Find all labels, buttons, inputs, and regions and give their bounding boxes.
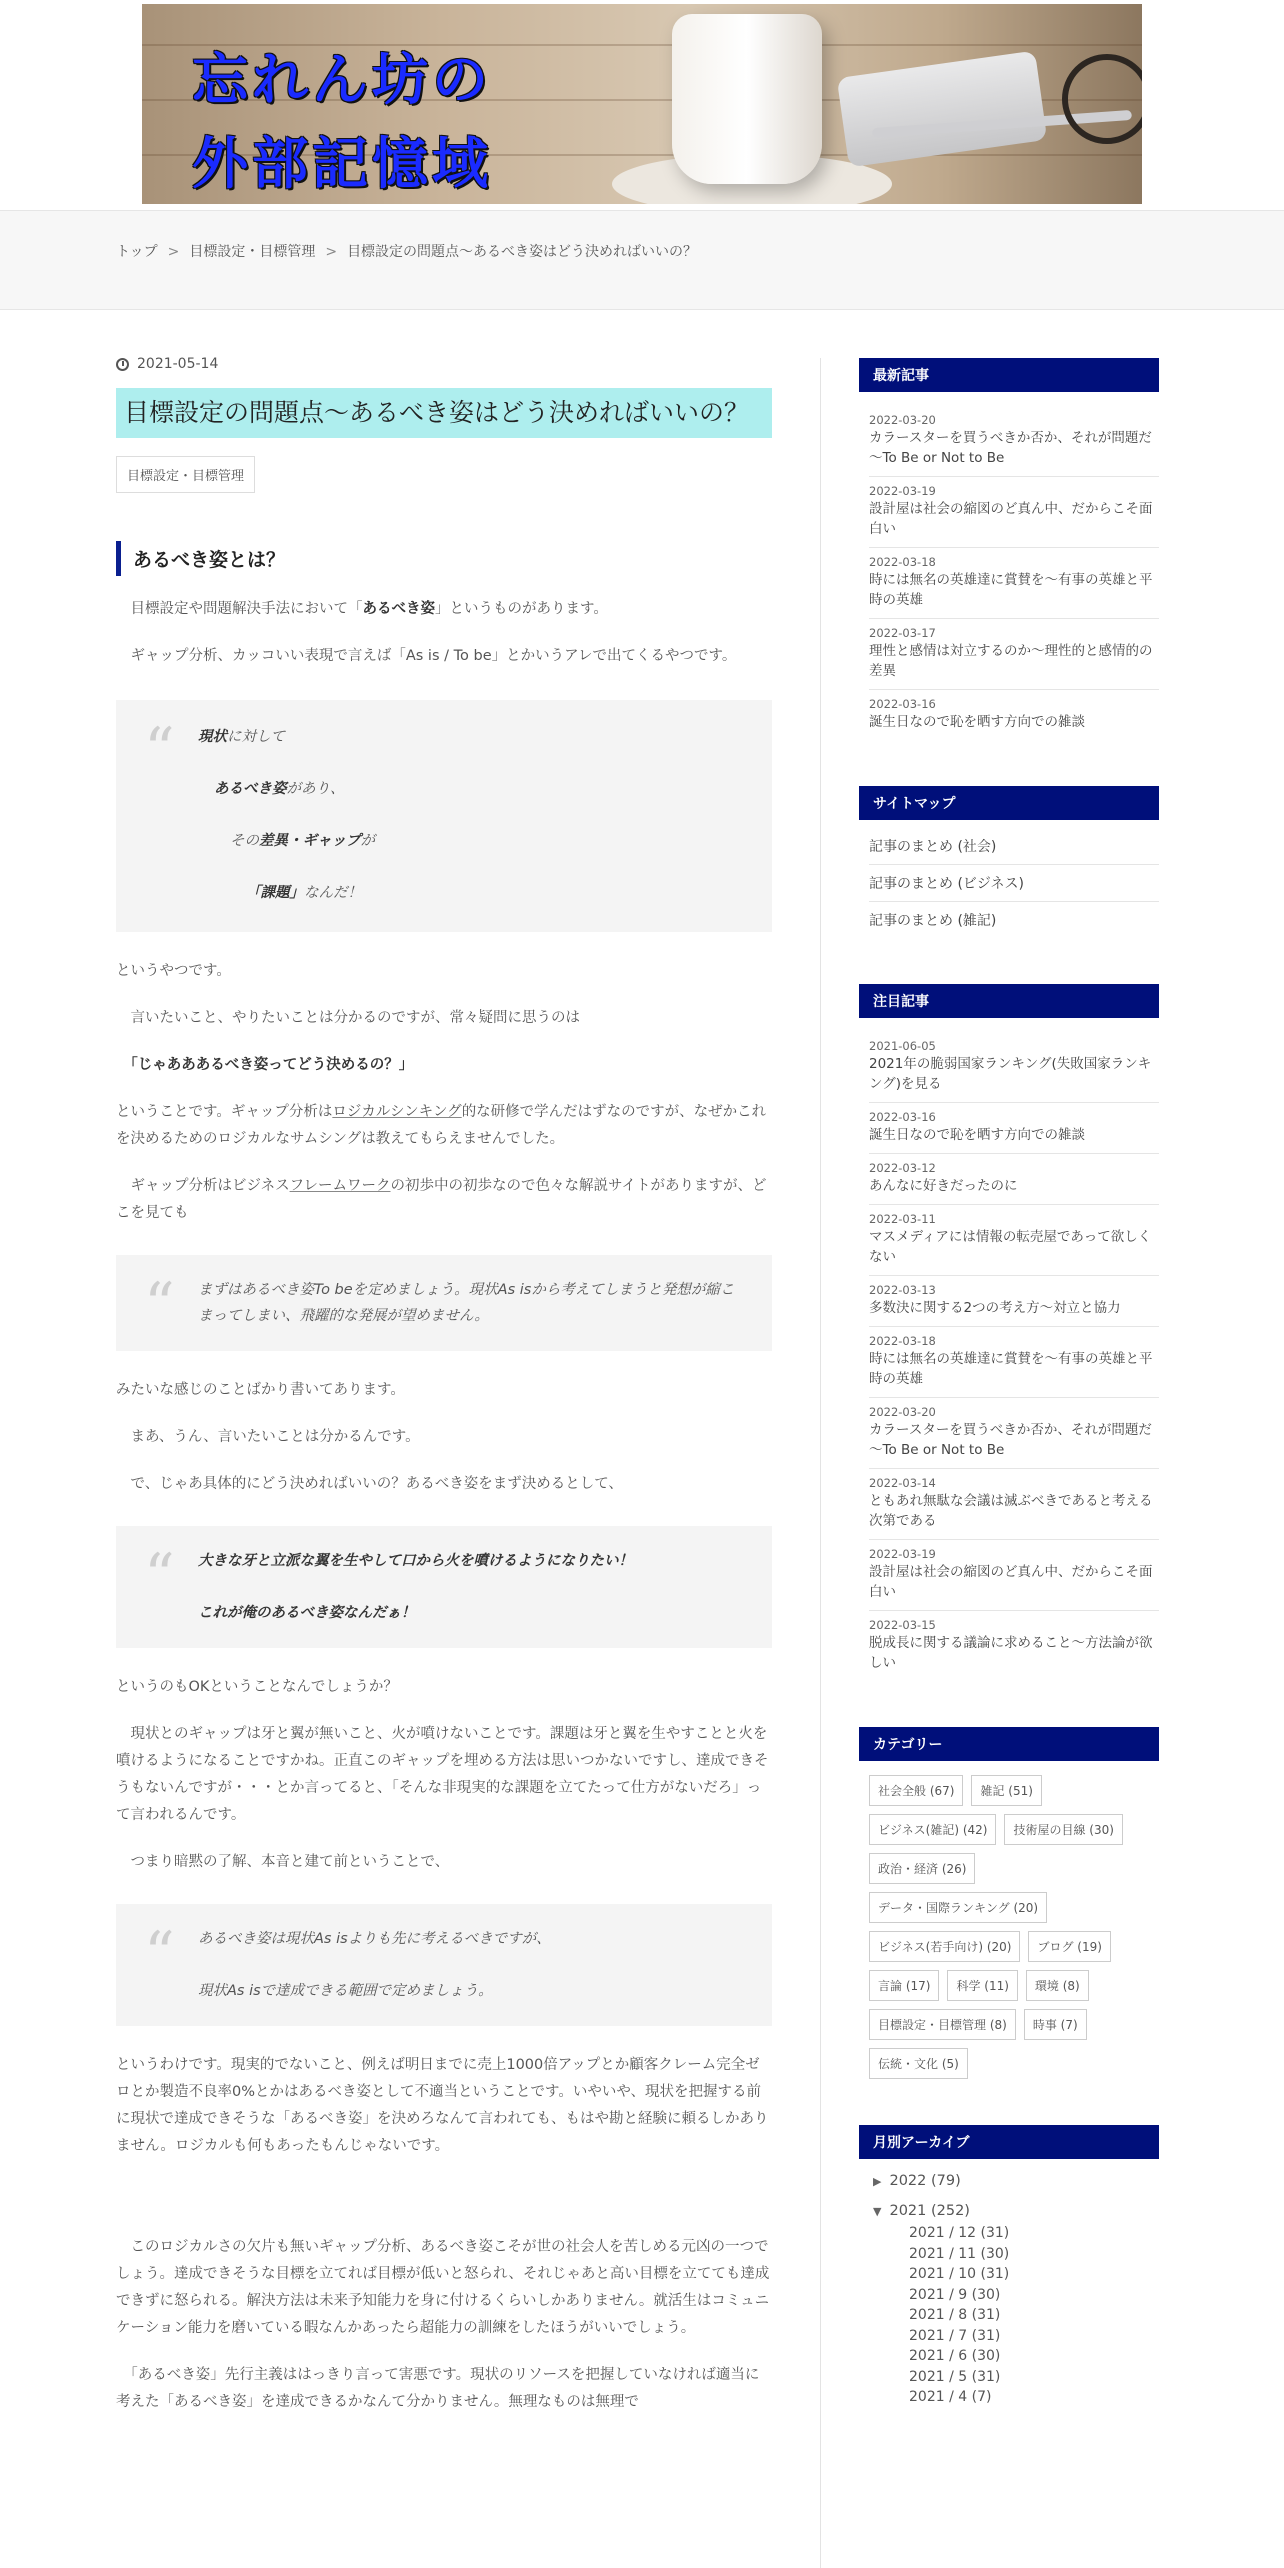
archive-month-link[interactable]: 2021 / 8 (31): [909, 2307, 1001, 2323]
post-list-item[interactable]: [869, 1327, 1159, 1398]
paragraph: 言いたいこと、やりたいことは分かるのですが、常々疑問に思うのは: [130, 1010, 580, 1026]
archive-year-2021[interactable]: ▼ 2021 (252): [873, 2203, 970, 2219]
quote-mark-icon: “: [144, 715, 175, 785]
post-title-link[interactable]: 多数決に関する2つの考え方～対立と協力: [869, 1300, 1121, 1316]
paragraph: というやつです。: [116, 963, 231, 979]
post-date: 2022-03-18: [869, 1334, 936, 1348]
logo-line-1: 忘れん坊の: [192, 47, 492, 113]
paragraph: 「あるべき姿」先行主義ははっきり言って害悪です。現状のリソースを把握していなければ適当に考えた「あるべき姿」を達成できるかなんて分かりません。無理なものは無理で: [116, 2367, 760, 2410]
widget-title: カテゴリー: [859, 1727, 1159, 1761]
post-date: 2022-03-20: [869, 413, 936, 427]
paragraph: ギャップ分析はビジネスフレームワークの初歩中の初歩なので色々な解説サイトがありますが、どこを見ても: [116, 1178, 767, 1221]
archive-list: [859, 2159, 1169, 2408]
post-date: 2022-03-13: [869, 1283, 936, 1297]
blockquote: “ 現状に対して あるべき姿があり、 その差異・ギャップが 「課題」なんだ！: [116, 700, 772, 932]
recent-posts-widget: [859, 358, 1169, 740]
article-date-text: 2021-05-14: [137, 356, 219, 372]
blockquote: “ あるべき姿は現状As isよりも先に考えるべきですが、 現状As isで達成できる範囲で定めましょう。: [116, 1904, 772, 2026]
widget-title: 最新記事: [859, 358, 1159, 392]
article-title: 目標設定の問題点～あるべき姿はどう決めればいいの？: [116, 388, 772, 438]
post-date: 2022-03-16: [869, 697, 936, 711]
archive-month-link[interactable]: 2021 / 5 (31): [909, 2368, 1001, 2385]
coffee-cup-decoration: [672, 14, 822, 184]
post-date: 2022-03-19: [869, 484, 936, 498]
quote-mark-icon: “: [144, 1919, 175, 1989]
archive-widget: [859, 2125, 1169, 2408]
category-tag[interactable]: データ・国際ランキング (20): [869, 1892, 1047, 1923]
article-date: [116, 356, 772, 372]
post-list-item[interactable]: [869, 1154, 1159, 1205]
paragraph: まあ、うん、言いたいことは分かるんです。: [130, 1429, 420, 1445]
category-tag[interactable]: 社会全般 (67): [869, 1775, 963, 1806]
section-heading: あるべき姿とは？: [116, 541, 772, 576]
post-date: 2022-03-16: [869, 1110, 936, 1124]
post-list-item[interactable]: [869, 1276, 1159, 1327]
archive-month-link[interactable]: 2021 / 7 (31): [909, 2327, 1001, 2344]
archive-month-link[interactable]: 2021 / 12 (31): [909, 2225, 1010, 2241]
sitemap-widget: [859, 786, 1169, 938]
post-title-link[interactable]: マスメディアには情報の転売屋であって欲しくない: [869, 1229, 1152, 1265]
breadcrumb-bar: [0, 210, 1284, 310]
site-header: [0, 0, 1284, 208]
post-title-link[interactable]: ともあれ無駄な会議は滅ぶべきであると考える次第である: [869, 1493, 1153, 1529]
paragraph: みたいな感じのことばかり書いてあります。: [116, 1382, 405, 1398]
triangle-down-icon: ▼: [873, 2204, 882, 2218]
popular-posts-widget: [859, 984, 1169, 1681]
post-date: 2022-03-15: [869, 1618, 936, 1632]
post-list-item[interactable]: [869, 1032, 1159, 1103]
triangle-right-icon: ▶: [873, 2174, 882, 2188]
post-title-link[interactable]: 理性と感情は対立するのか～理性的と感情的の差異: [869, 643, 1153, 679]
paragraph: 現状とのギャップは牙と翼が無いこと、火が噴けないことです。課題は牙と翼を生やすことと火を噴けるようになることですかね。正直このギャップを埋める方法は思いつかないですし、達成できそうもないんですが・・・とか言ってると、「そんな非現実的な課題を立てたって仕方がないだろ」って言われるんです。: [116, 1726, 769, 1823]
archive-year-2022[interactable]: ▶ 2022 (79): [873, 2173, 961, 2189]
header-banner[interactable]: [142, 4, 1142, 204]
post-date: 2022-03-20: [869, 1405, 936, 1419]
post-list-item[interactable]: [869, 690, 1159, 740]
glasses-decoration: [1062, 54, 1142, 144]
post-title-link[interactable]: 時には無名の英雄達に賞賛を～有事の英雄と平時の英雄: [869, 572, 1153, 608]
category-tag[interactable]: 目標設定・目標管理 (8): [869, 2009, 1016, 2040]
breadcrumb-current: 目標設定の問題点～あるべき姿はどう決めればいいの？: [347, 244, 698, 260]
keyword-link[interactable]: フレームワーク: [289, 1178, 391, 1194]
post-title-link[interactable]: カラースターを買うべきか否か、それが問題だ～To Be or Not to Be: [869, 430, 1152, 466]
post-date: 2022-03-14: [869, 1476, 936, 1490]
quote-mark-icon: “: [144, 1270, 175, 1340]
post-title-link[interactable]: 誕生日なので恥を晒す方向での雑談: [869, 1127, 1085, 1143]
breadcrumb-separator: >: [167, 244, 180, 260]
post-list-item[interactable]: [869, 1540, 1159, 1611]
paragraph: 「じゃあああるべき姿ってどう決めるの？」: [130, 1057, 414, 1073]
paragraph: 目標設定や問題解決手法において「あるべき姿」というものがあります。: [130, 601, 608, 617]
post-list-item[interactable]: [869, 1611, 1159, 1681]
archive-month-link[interactable]: 2021 / 10 (31): [909, 2266, 1010, 2282]
post-list-item[interactable]: [869, 1469, 1159, 1540]
post-date: 2022-03-12: [869, 1161, 936, 1175]
post-title-link[interactable]: 設計屋は社会の縮図のど真ん中、だからこそ面白い: [869, 1564, 1153, 1600]
breadcrumb: [116, 241, 697, 261]
logo-line-2: 外部記憶域: [192, 131, 492, 197]
column-divider: [820, 358, 821, 2568]
category-tag[interactable]: ビジネス(雑記) (42): [869, 1814, 996, 1845]
widget-title: サイトマップ: [859, 786, 1159, 820]
post-list-item[interactable]: [869, 1398, 1159, 1469]
widget-title: 月別アーカイブ: [859, 2125, 1159, 2159]
post-date: 2022-03-17: [869, 626, 936, 640]
category-tag[interactable]: 伝統・文化 (5): [869, 2048, 968, 2079]
category-tag-list: [859, 1761, 1169, 2079]
blockquote: “ 大きな牙と立派な翼を生やして口から火を噴けるようになりたい！ これが俺のあるべき姿なんだぁ！: [116, 1526, 772, 1648]
post-list-item[interactable]: [869, 548, 1159, 619]
archive-month-list: [873, 2223, 1155, 2408]
post-title-link[interactable]: 誕生日なので恥を晒す方向での雑談: [869, 714, 1085, 730]
breadcrumb-home[interactable]: トップ: [116, 244, 158, 260]
post-list-item[interactable]: [869, 406, 1159, 477]
paragraph: ということです。ギャップ分析はロジカルシンキング的な研修で学んだはずなのですが、なぜかこれを決めるためのロジカルなサムシングは教えてもらえませんでした。: [116, 1104, 767, 1147]
category-tag[interactable]: 政治・経済 (26): [869, 1853, 975, 1884]
post-date: 2022-03-19: [869, 1547, 936, 1561]
category-tag[interactable]: 時事 (7): [1024, 2009, 1087, 2040]
post-date: 2022-03-18: [869, 555, 936, 569]
paragraph: つまり暗黙の了解、本音と建て前ということで、: [130, 1854, 450, 1870]
post-title-link[interactable]: 脱成長に関する議論に求めること～方法論が欲しい: [869, 1635, 1153, 1671]
post-list-item[interactable]: [869, 619, 1159, 690]
post-date: 2022-03-11: [869, 1212, 936, 1226]
blockquote: “ まずはあるべき姿To beを定めましょう。現状As isから考えてしまうと発想が縮こまってしまい、飛躍的な発展が望めません。: [116, 1255, 772, 1351]
category-widget: [859, 1727, 1169, 2079]
paragraph: ギャップ分析、カッコいい表現で言えば「As is / To be」とかいうアレで出てくるやつです。: [130, 648, 737, 664]
quote-mark-icon: “: [144, 1541, 175, 1611]
sitemap-link-society[interactable]: 記事のまとめ (社会): [869, 828, 1159, 865]
category-tag[interactable]: 科学 (11): [947, 1970, 1017, 2001]
archive-month-link[interactable]: 2021 / 9 (30): [909, 2286, 1001, 2303]
breadcrumb-separator: >: [325, 244, 338, 260]
site-logo[interactable]: [192, 38, 492, 204]
popular-posts-list: [859, 1032, 1169, 1681]
archive-month-link[interactable]: 2021 / 4 (7): [909, 2389, 992, 2405]
paragraph: このロジカルさの欠片も無いギャップ分析、あるべき姿こそが世の社会人を苦しめる元凶の一つでしょう。達成できそうな目標を立てれば目標が低いと怒られ、それじゃあと高い目標を立てても達成できずに怒られる。解決方法は未来予知能力を身に付けるくらいしかありません。就活生はコミュニケーション能力を磨いている暇なんかあったら超能力の訓練をしたほうがいいでしょう。: [116, 2239, 770, 2336]
post-title-link[interactable]: 2021年の脆弱国家ランキング(失敗国家ランキング)を見る: [869, 1056, 1152, 1092]
paragraph: というわけです。現実的でないこと、例えば明日までに売上1000倍アップとか顧客クレーム完全ゼロとか製造不良率0%とかはあるべき姿として不適当ということです。いやいや、現状を把握する前に現状で達成できそうな「あるべき姿」を決めろなんて言われても、もはや勘と経験に頼るしかありません。ロジカルも何もあったもんじゃないです。: [116, 2057, 769, 2154]
sitemap-link-misc[interactable]: 記事のまとめ (雑記): [869, 913, 997, 929]
post-list-item[interactable]: [869, 477, 1159, 548]
archive-month-link[interactable]: 2021 / 11 (30): [909, 2245, 1010, 2262]
post-title-link[interactable]: カラースターを買うべきか否か、それが問題だ～To Be or Not to Be: [869, 1422, 1152, 1458]
sitemap-list: [859, 828, 1169, 938]
post-title-link[interactable]: 設計屋は社会の縮図のど真ん中、だからこそ面白い: [869, 501, 1153, 537]
keyword-link[interactable]: ロジカルシンキング: [332, 1104, 462, 1120]
category-tag[interactable]: 雑記 (51): [971, 1775, 1041, 1806]
paragraph: というのもOKということなんでしょうか？: [116, 1679, 398, 1695]
widget-title: 注目記事: [859, 984, 1159, 1018]
sidebar: [859, 358, 1169, 2454]
category-tag[interactable]: ビジネス(若手向け) (20): [869, 1931, 1020, 1962]
category-tag[interactable]: ブログ (19): [1028, 1931, 1110, 1962]
post-list-item[interactable]: [869, 1103, 1159, 1154]
sitemap-link-business[interactable]: 記事のまとめ (ビジネス): [869, 865, 1159, 902]
post-title-link[interactable]: 時には無名の英雄達に賞賛を～有事の英雄と平時の英雄: [869, 1351, 1153, 1387]
recent-posts-list: [859, 406, 1169, 740]
paragraph: で、じゃあ具体的にどう決めればいいの？あるべき姿をまず決めるとして、: [130, 1476, 623, 1492]
category-tag[interactable]: 言論 (17): [869, 1970, 939, 2001]
breadcrumb-category[interactable]: 目標設定・目標管理: [189, 244, 316, 260]
category-tag[interactable]: 環境 (8): [1026, 1970, 1089, 2001]
clock-icon: [116, 358, 129, 371]
article: [116, 356, 772, 2416]
post-title-link[interactable]: あんなに好きだったのに: [869, 1178, 1018, 1194]
article-category-tag[interactable]: 目標設定・目標管理: [116, 456, 255, 493]
phone-decoration: [837, 51, 1048, 168]
post-date: 2021-06-05: [869, 1039, 936, 1053]
archive-month-link[interactable]: 2021 / 6 (30): [909, 2348, 1001, 2364]
category-tag[interactable]: 技術屋の目線 (30): [1004, 1814, 1122, 1845]
post-list-item[interactable]: [869, 1205, 1159, 1276]
